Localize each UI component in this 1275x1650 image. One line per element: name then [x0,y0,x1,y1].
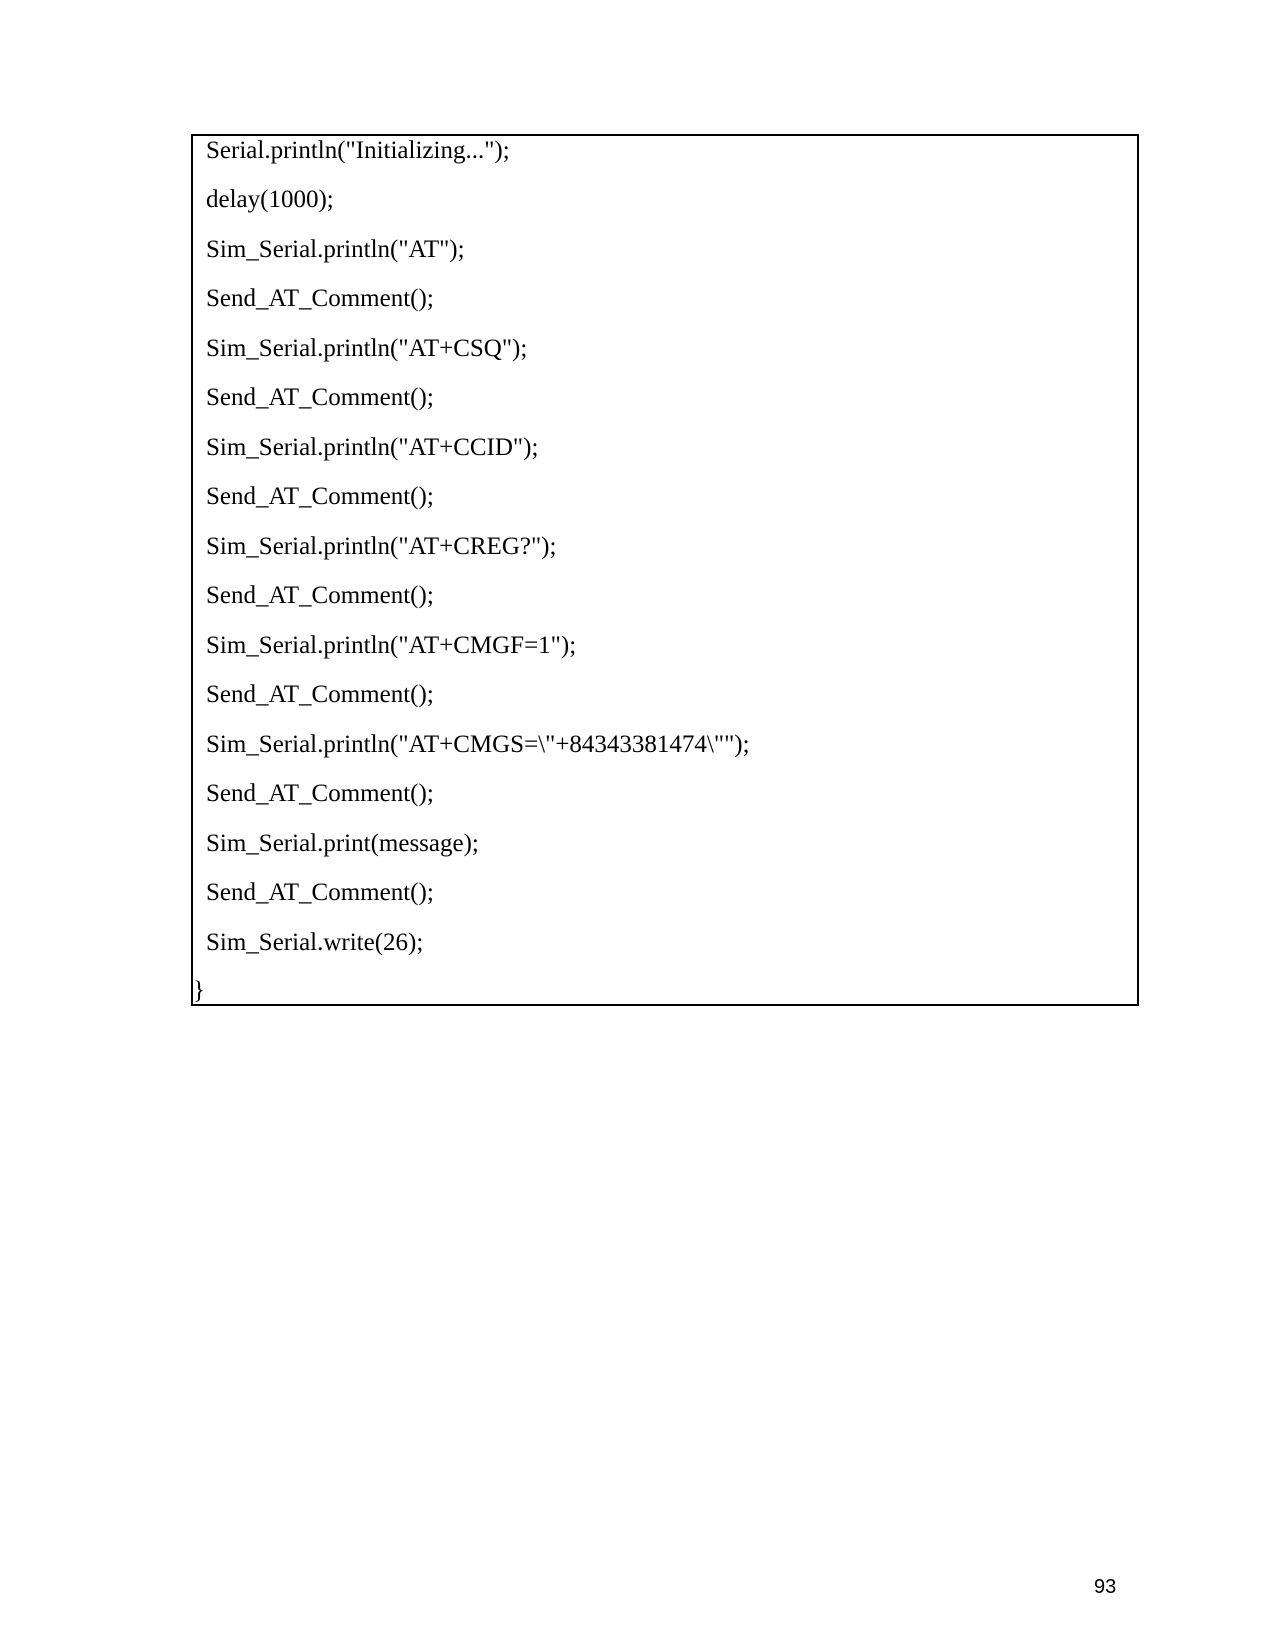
code-line: Sim_Serial.print(message); [206,830,479,857]
code-line: Send_AT_Comment(); [206,780,434,807]
code-line: Sim_Serial.println("AT+CSQ"); [206,335,528,362]
page-number: 93 [1094,1576,1117,1598]
code-line: Sim_Serial.println("AT+CREG?"); [206,533,557,560]
code-line: Send_AT_Comment(); [206,879,434,906]
code-line: Sim_Serial.write(26); [206,929,424,956]
code-line: Send_AT_Comment(); [206,681,434,708]
code-line: Sim_Serial.println("AT+CMGS=\"+84343381474\""); [206,731,750,758]
code-line: Sim_Serial.println("AT+CMGF=1"); [206,632,577,659]
code-block [191,134,1139,1006]
code-line: Send_AT_Comment(); [206,285,434,312]
code-line: Send_AT_Comment(); [206,384,434,411]
code-line: Sim_Serial.println("AT+CCID"); [206,434,539,461]
code-line: Sim_Serial.println("AT"); [206,236,465,263]
code-line: Send_AT_Comment(); [206,483,434,510]
code-line: Serial.println("Initializing..."); [206,137,510,164]
code-line: delay(1000); [206,186,334,213]
code-line: Send_AT_Comment(); [206,582,434,609]
closing-brace: } [193,977,205,1004]
